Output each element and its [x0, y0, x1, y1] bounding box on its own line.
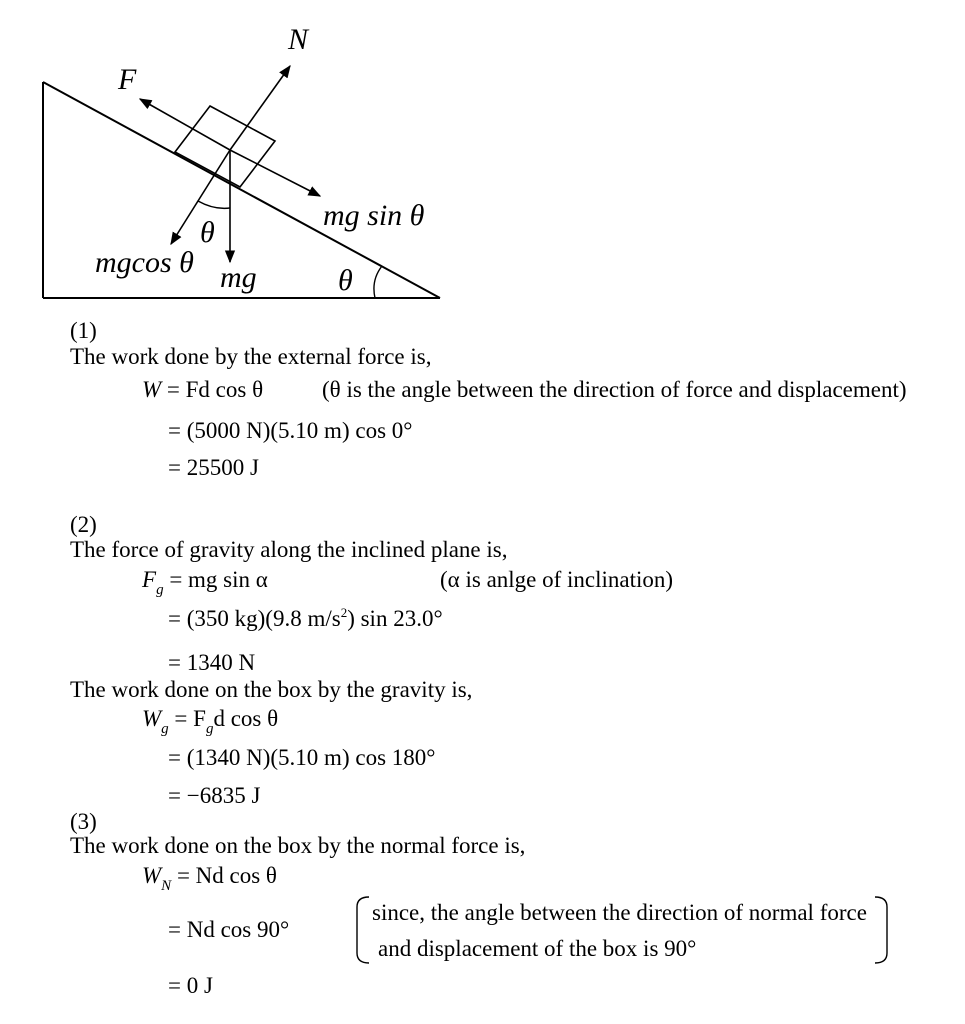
symbol-w: W	[142, 377, 162, 402]
part2-heading: (2)	[70, 512, 97, 537]
symbol-w-g: W	[142, 706, 162, 731]
subscript-g: g	[161, 721, 169, 737]
part3-note-line1: since, the angle between the direction of normal force	[372, 900, 867, 925]
angle-arc-incline	[374, 266, 382, 298]
superscript-2: 2	[340, 605, 348, 620]
part2-note: (α is anlge of inclination)	[440, 567, 674, 592]
subscript-g: g	[156, 582, 164, 598]
part2-force-result: = 1340 N	[168, 650, 256, 675]
part3-step: = Nd cos 90°	[168, 917, 290, 942]
label-f: F	[118, 63, 137, 96]
part2-fg-rhs: = mg sin α	[169, 567, 268, 592]
part2-step-tail: ) sin 23.0°	[347, 606, 443, 631]
symbol-f: F	[142, 567, 157, 592]
part1-step: = (5000 N)(5.10 m) cos 0°	[168, 418, 413, 443]
label-n: N	[288, 23, 309, 56]
label-mg-cos: mgcos θ	[95, 246, 194, 279]
part3-wn-equation	[142, 863, 277, 894]
part2-wg-rhs-a: = F	[174, 706, 206, 731]
part3-intro: The work done on the box by the normal force is,	[70, 833, 526, 858]
normal-force-arrow	[230, 66, 290, 150]
part3-heading: (3)	[70, 809, 97, 834]
symbol-w-n: W	[142, 863, 162, 888]
part1-note-text: θ is the angle between the direction of force and displacement	[329, 377, 899, 402]
part2-fg-equation	[142, 567, 268, 598]
label-mg-sin: mg sin θ	[323, 199, 425, 232]
part2-note-text: α is anlge of inclination	[447, 567, 666, 592]
label-mg: mg	[220, 261, 257, 294]
part2-step-a: = (350 kg)(9.8 m/s	[168, 606, 341, 631]
part1-equation-rhs: = Fd cos θ	[166, 377, 264, 402]
part1-result: = 25500 J	[168, 455, 259, 480]
inclined-plane-diagram	[0, 0, 965, 310]
label-theta-between: θ	[200, 216, 215, 249]
part2-work-result: = −6835 J	[168, 783, 261, 808]
subscript-g: g	[205, 721, 214, 737]
part2-intro: The force of gravity along the inclined plane is,	[70, 537, 508, 562]
part3-result: = 0 J	[168, 973, 213, 998]
part2-step	[168, 607, 443, 630]
part2-wg-rhs-b: d cos θ	[213, 706, 279, 731]
part2-work-intro: The work done on the box by the gravity is,	[70, 677, 473, 702]
part2-work-step: = (1340 N)(5.10 m) cos 180°	[168, 745, 436, 770]
part3-wn-rhs: = Nd cos θ	[176, 863, 277, 888]
label-theta-incline: θ	[338, 264, 353, 297]
part1-intro: The work done by the external force is,	[70, 344, 432, 369]
parallel-component-arrow	[230, 150, 320, 196]
part1-heading: (1)	[70, 318, 97, 343]
angle-arc-between	[198, 201, 230, 208]
part1-equation	[142, 378, 263, 401]
part1-note: (θ is the angle between the direction of force and displacement)	[322, 377, 907, 402]
part2-wg-equation	[142, 706, 279, 737]
part3-note-line2: and displacement of the box is 90°	[378, 936, 697, 961]
subscript-n: N	[161, 878, 172, 894]
